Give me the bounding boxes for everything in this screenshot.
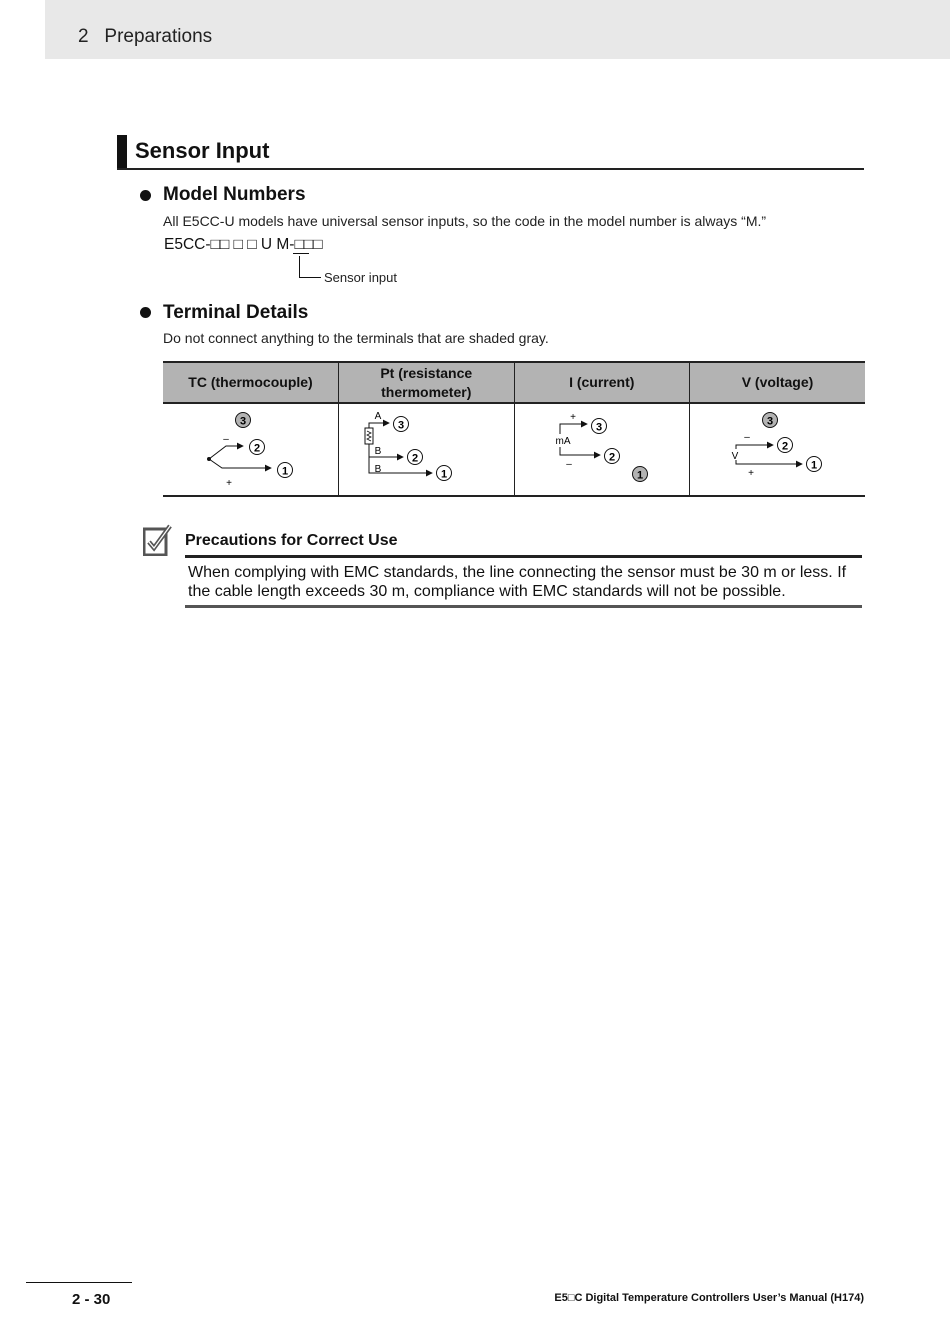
- terminal-2-label: 2: [608, 451, 615, 464]
- model-numbers-description: All E5CC-U models have universal sensor inputs, so the code in the model number is always “M.”: [163, 213, 767, 229]
- terminal-3-label: 3: [397, 419, 405, 432]
- manual-title: E5□C Digital Temperature Controllers User’s Manual (H174): [554, 1292, 864, 1304]
- minus-sign: –: [744, 432, 750, 443]
- minus-sign: –: [223, 434, 229, 445]
- plus-sign: +: [569, 412, 576, 423]
- terminal-3-label: 3: [766, 415, 774, 428]
- precautions-rule: [185, 555, 862, 558]
- precautions-rule: [185, 605, 862, 608]
- terminal-table: [163, 361, 865, 497]
- bullet-icon: [140, 190, 151, 201]
- plus-sign: +: [748, 468, 754, 479]
- bullet-icon: [140, 307, 151, 318]
- terminal-3-label: 3: [239, 415, 247, 428]
- terminal-1-label: 1: [440, 468, 448, 481]
- pt-label-b: B: [374, 464, 382, 475]
- pt-diagram-cell: [339, 403, 515, 496]
- footer-rule: [26, 1282, 132, 1283]
- terminal-3-label: 3: [595, 421, 602, 434]
- milliamp-label: mA: [555, 436, 570, 447]
- section-title: Sensor Input: [135, 138, 270, 163]
- terminal-1-label: 1: [810, 459, 818, 472]
- wire-line: [736, 460, 802, 464]
- model-numbers-heading: Model Numbers: [163, 184, 306, 205]
- pt-label-b: B: [374, 446, 382, 457]
- precautions-text: When complying with EMC standards, the line connecting the sensor must be 30 m or less. If the cable length exceeds 30 m, compliance with EMC standards will not be possible.: [188, 564, 847, 600]
- thermocouple-diagram: [163, 404, 338, 490]
- junction-dot: [207, 457, 211, 461]
- column-header-pt: [339, 362, 515, 403]
- terminal-2-label: 2: [781, 440, 789, 453]
- annotation-bracket: [299, 277, 321, 278]
- terminal-details-description: Do not connect anything to the terminals that are shaded gray.: [163, 330, 549, 346]
- plus-sign: +: [226, 478, 232, 489]
- terminal-1-label: 1: [281, 465, 289, 478]
- voltage-diagram-cell: [690, 403, 866, 496]
- wire-line: [369, 423, 389, 428]
- section-marker: [117, 135, 127, 170]
- voltage-label: V: [731, 451, 739, 462]
- wire-line: [560, 424, 587, 434]
- section-rule: [117, 168, 864, 170]
- resistance-thermometer-diagram: [339, 404, 514, 490]
- annotation-bracket: [299, 256, 300, 278]
- column-header-pt-label: Pt (resistance thermometer): [380, 364, 473, 400]
- terminal-1-label: 1: [636, 469, 643, 482]
- tc-diagram-cell: [163, 403, 339, 496]
- current-diagram: [515, 404, 690, 490]
- wire-line: [209, 459, 271, 468]
- sensor-input-label: Sensor input: [324, 270, 397, 285]
- voltage-diagram: [690, 404, 865, 490]
- terminal-2-label: 2: [411, 452, 419, 465]
- model-code: E5CC-□□ □ □ U M-□□□: [164, 236, 323, 253]
- terminal-2-label: 2: [253, 442, 261, 455]
- column-header-voltage: V (voltage): [690, 362, 866, 403]
- page-number: 2 - 30: [72, 1291, 111, 1308]
- current-diagram-cell: [514, 403, 690, 496]
- wire-line: [560, 447, 600, 455]
- code-underline: [293, 253, 309, 254]
- wire-line: [209, 446, 243, 459]
- terminal-details-heading: Terminal Details: [163, 302, 309, 323]
- chapter-heading: 2 Preparations: [78, 26, 213, 47]
- precaution-icon: [143, 523, 176, 556]
- pt-label-a: A: [374, 411, 382, 422]
- column-header-tc: TC (thermocouple): [163, 362, 339, 403]
- precautions-title: Precautions for Correct Use: [185, 532, 398, 549]
- column-header-current: I (current): [514, 362, 690, 403]
- wire-line: [736, 445, 773, 449]
- minus-sign: –: [565, 459, 572, 470]
